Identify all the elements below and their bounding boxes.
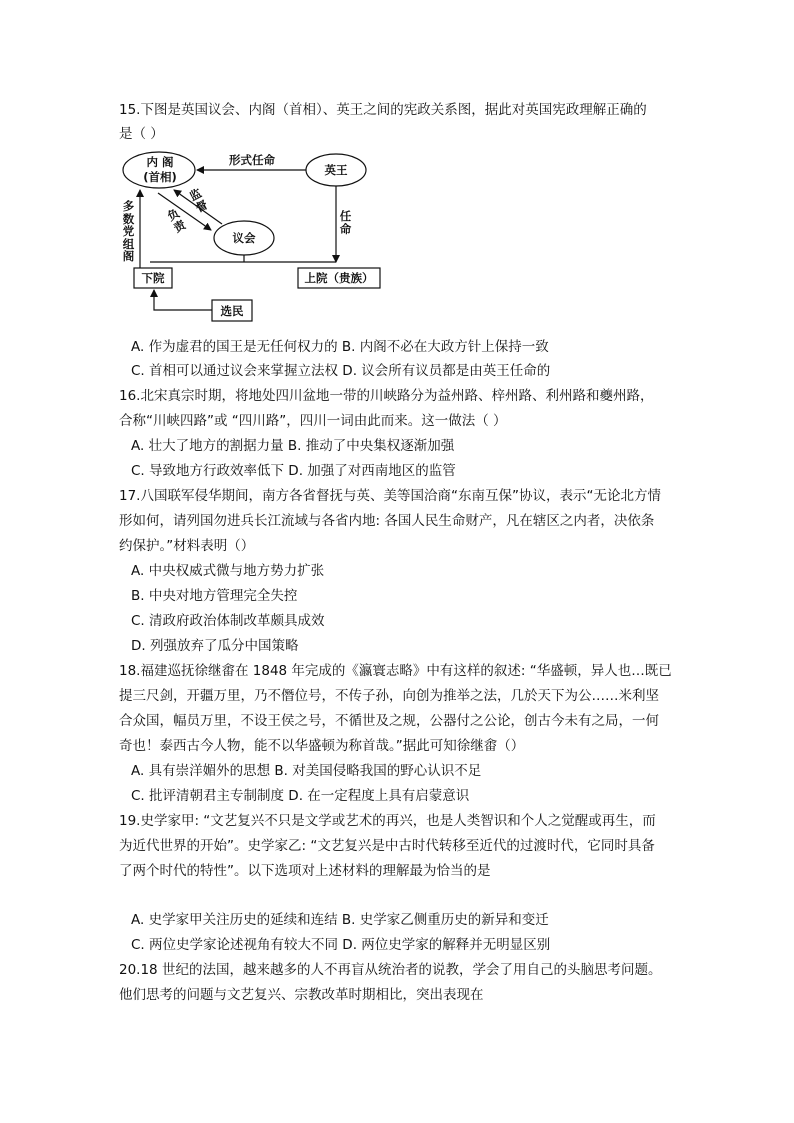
q17-option-a: A. 中央权威式微与地方势力扩张 xyxy=(131,563,325,579)
q19-options-line2: C. 两位史学家论述视角有较大不同 D. 两位史学家的解释并无明显区别 xyxy=(131,937,551,953)
q18-stem-line4: 奇也！泰西古今人物，能不以华盛顿为称首哉。”据此可知徐继畬（） xyxy=(119,738,525,754)
q19-stem-line3: 了两个时代的特性”。以下选项对上述材料的理解最为恰当的是 xyxy=(119,863,491,879)
voters-label: 选民 xyxy=(220,304,244,318)
q17-option-c: C. 清政府政治体制改革颇具成效 xyxy=(131,613,325,629)
q18-options-line2: C. 批评清朝君主专制制度 D. 在一定程度上具有启蒙意识 xyxy=(131,788,470,804)
supervise-label: 监督 xyxy=(187,185,210,215)
q19-stem-line2: 为近代世界的开始”。史学家乙: “文艺复兴是中古时代转移至近代的过渡时代，它同时具备 xyxy=(119,838,655,854)
q18-stem-line2: 提三尺剑，开疆万里，乃不僭位号，不传子孙，向创为推举之法，几於天下为公……米利坚 xyxy=(119,688,659,704)
q15-options-line1: A. 作为虚君的国王是无任何权力的 B. 内阁不必在大政方针上保持一致 xyxy=(131,339,549,355)
cabinet-label-line2: (首相) xyxy=(143,170,177,184)
q19-stem-line1: 19.史学家甲: “文艺复兴不只是文学或艺术的再兴，也是人类智识和个人之觉醒或再生，而 xyxy=(119,813,656,829)
q17-stem-line2: 形如何，请列国勿进兵长江流域与各省内地: 各国人民生命财产，凡在辖区之内者，决依条 xyxy=(119,513,655,529)
q16-options-line1: A. 壮大了地方的割据力量 B. 推动了中央集权逐渐加强 xyxy=(131,438,455,454)
q17-option-b: B. 中央对地方管理完全失控 xyxy=(131,588,298,604)
voters-arrow xyxy=(154,290,212,310)
q20-stem-line2: 他们思考的问题与文艺复兴、宗教改革时期相比，突出表现在 xyxy=(119,987,484,1003)
q16-stem-line2: 合称“川峡四路”或 “四川路”，四川一词由此而来。这一做法（ ） xyxy=(119,413,507,429)
q18-stem-line1: 18.福建巡抚徐继畬在 1848 年完成的《瀛寰志略》中有这样的叙述: “华盛顿，异人也…既已 xyxy=(119,663,672,679)
q17-stem-line1: 17.八国联军侵华期间，南方各省督抚与英、美等国洽商“东南互保”协议，表示“无论北方情 xyxy=(119,488,661,504)
lower-house-label: 下院 xyxy=(141,271,165,285)
q17-option-d: D. 列强放弃了瓜分中国策略 xyxy=(131,638,299,654)
upper-house-label: 上院（贵族） xyxy=(304,271,374,285)
q18-stem-line3: 合众国，幅员万里，不设王侯之号，不循世及之规，公器付之公论，创古今未有之局，一何 xyxy=(119,713,659,729)
responsible-label: 负责 xyxy=(165,205,188,235)
q19-options-line1: A. 史学家甲关注历史的延续和连结 B. 史学家乙侧重历史的新异和变迁 xyxy=(131,912,549,928)
q16-options-line2: C. 导致地方行政效率低下 D. 加强了对西南地区的监管 xyxy=(131,463,456,479)
appoint-label: 任命 xyxy=(339,209,352,236)
q17-stem-line3: 约保护。”材料表明（） xyxy=(119,538,255,554)
constitution-diagram xyxy=(118,150,398,325)
q15-options-line2: C. 首相可以通过议会来掌握立法权 D. 议会所有议员都是由英王任命的 xyxy=(131,363,551,379)
q16-stem-line1: 16.北宋真宗时期，将地处四川盆地一带的川峡路分为益州路、梓州路、利州路和夔州路， xyxy=(119,388,654,404)
majority-party-label: 多数党组阁 xyxy=(122,199,135,263)
q15-stem-line2: 是（ ） xyxy=(119,126,164,142)
q18-options-line1: A. 具有崇洋媚外的思想 B. 对美国侵略我国的野心认识不足 xyxy=(131,763,482,779)
parliament-label: 议会 xyxy=(232,231,256,245)
cabinet-label-line1: 内 阁 xyxy=(146,155,174,169)
q15-stem-line1: 15.下图是英国议会、内阁（首相）、英王之间的宪政关系图，据此对英国宪政理解正确的 xyxy=(119,102,647,118)
formal-appoint-label: 形式任命 xyxy=(229,153,275,167)
king-label: 英王 xyxy=(324,163,348,177)
q20-stem-line1: 20.18 世纪的法国，越来越多的人不再盲从统治者的说教，学会了用自己的头脑思考问题。 xyxy=(119,962,662,978)
